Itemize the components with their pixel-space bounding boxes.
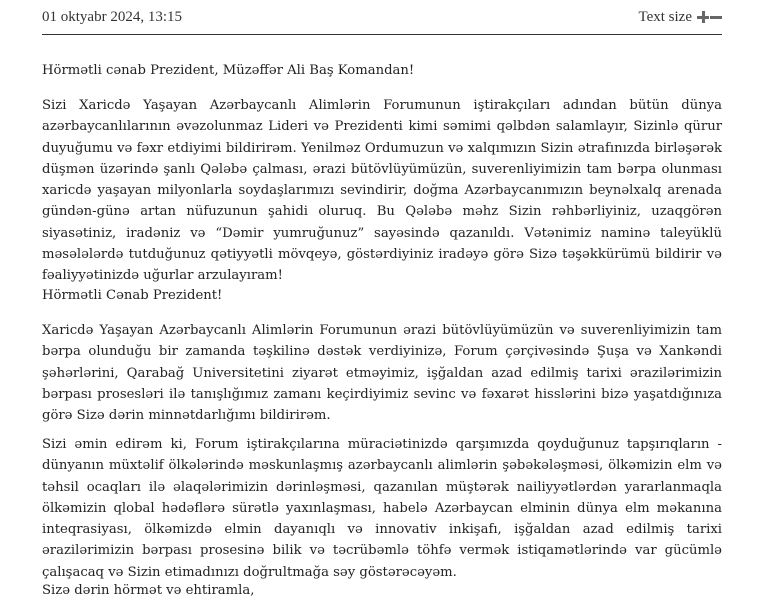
publish-date: 01 oktyabr 2024, 13:15 [42,8,182,25]
paragraph: Xaricdə Yaşayan Azərbaycanlı Alimlərin Forumunun ərazi bütövlüyümüzün və suverenliyimizin tam bərpa olunduğu bir zamanda təşkilinə dəstək verdiyinizə, Forum çərçivəsində Şuşa və Xankəndi şəhərlərini, Qarabağ Universitetini ziyarət etməyimiz, işğaldan azad edilmiş tarixi ərazilərimizin bərpası prosesləri ilə tanışlığımız zamanı keçirdiyimiz sevinc və fəxarət hisslərini bizə yaşatdığınıza görə Sizə dərin minnətdarlığımı bildirirəm. [42,323,722,424]
closing-line: Sizə dərin hörmət və ehtiramla, [42,583,255,598]
greeting-line: Hörmətli Cənab Prezident! [42,288,223,303]
greeting-line: Hörmətli cənab Prezident, Müzəffər Ali Baş Komandan! [42,63,415,78]
paragraph: Sizi əmin edirəm ki, Forum iştirakçılarına müraciətinizdə qarşımızda qoyduğunuz tapşırıqların - dünyanın müxtəlif ölkələrində məskunlaşmış azərbaycanlı alimlərin şəbəkələşməsi, ölkəmizin elm və təhsil ocaqları ilə əlaqələrimizin dərinləşməsi, qazanılan müştərək nailiyyətlərdən yararlanmaqla ölkəmizin qlobal hədəflərə sürətlə yaxınlaşması, habelə Azərbaycan elminin dünya elm məkanına inteqrasiyası, ölkəmizdə elmin dayanıqlı və innovativ inkişafı, işğaldan azad edilmiş tarixi ərazilərimizin bərpası prosesinə bilik və təcrübəmlə töhfə vermək istiqamətlərində var gücümlə çalışacaq və Sizin etimadınızı doğrultmağa səy göstərəcəyəm. [42,437,722,580]
text-size-control [638,9,722,26]
text-size-label: Text size [638,8,692,25]
article-toolbar [42,0,722,35]
minus-icon[interactable] [710,11,722,23]
plus-icon[interactable] [697,11,709,23]
article-page [42,0,722,598]
paragraph: Sizi Xaricdə Yaşayan Azərbaycanlı Alimlərin Forumunun iştirakçıları adından bütün dünya azərbaycanlılarının əvəzolunmaz Lideri və Prezidenti kimi səmimi qəlbdən salamlayır, Sizinlə qürur duyuğumu və fəxr etdiyimi bildirirəm. Yenilməz Ordumuzun və xalqımızın Sizin ətrafınızda birləşərək düşmən üzərində şanlı Qələbə çalması, ərazi bütövlüyümüzün, suverenliyimizin tam bərpa olunması xaricdə yaşayan milyonlarla soydaşlarımızı sevindirir, doğma Azərbaycanımızın beynəlxalq arenada gündən-günə artan nüfuzunun şahidi oluruq. Bu Qələbə məhz Sizin rəhbərliyiniz, uzaqgörən siyasətiniz, iradəniz və “Dəmir yumruğunuz” sayəsində qazanıldı. Vətənimiz naminə taleyüklü məsələlərdə tutduğunuz qətiyyətli mövqeyə, göstərdiyiniz iradəyə görə Sizə təşəkkürümü bildirir və fəaliyyətinizdə uğurlar arzulayıram! [42,98,722,284]
